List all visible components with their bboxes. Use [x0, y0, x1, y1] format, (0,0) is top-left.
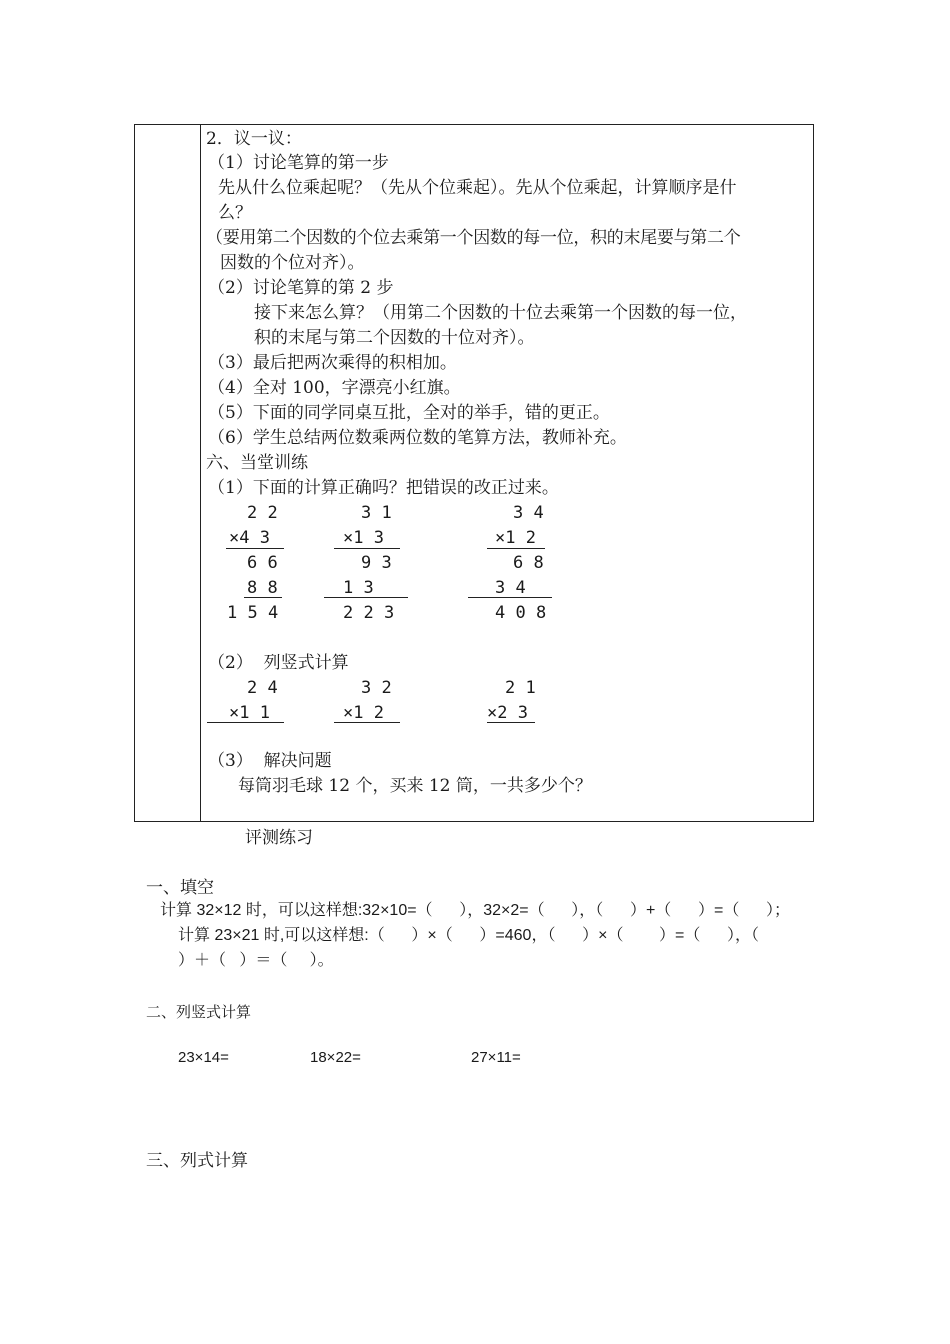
step1-question-line2: 么？ — [218, 203, 252, 223]
q3-text: 每筒羽毛球 12 个，买来 12 筒，一共多少个？ — [238, 776, 592, 796]
part2-item-1: 23×14= — [178, 1049, 229, 1066]
q1-p3-total: 4 0 8 — [495, 603, 547, 623]
q1-p2-partial2: 1 3 — [343, 578, 374, 598]
step5: （5）下面的同学同桌互批，全对的举手，错的更正。 — [208, 403, 610, 423]
q2-p3-multiplier: ×2 3 — [487, 703, 528, 723]
q1-p1-partial1: 6 6 — [247, 553, 278, 573]
step2-line2: 积的末尾与第二个因数的十位对齐）。 — [254, 328, 535, 348]
part2-item-2: 18×22= — [310, 1049, 361, 1066]
q2-p1-multiplier: ×1 1 — [229, 703, 270, 723]
q1-p2-rule-1 — [334, 548, 400, 549]
step1-answer-line1: （要用第二个因数的个位去乘第一个因数的每一位，积的末尾要与第二个 — [206, 228, 741, 248]
q2-p3-multiplicand: 2 1 — [505, 678, 536, 698]
step1-question-line1: 先从什么位乘起呢？（先从个位乘起）。先从个位乘起，计算顺序是什 — [218, 178, 737, 198]
q1-p1-total: 1 5 4 — [227, 603, 279, 623]
step1-answer-line2: 因数的个位对齐）。 — [220, 253, 365, 273]
q1-p2-total: 2 2 3 — [343, 603, 395, 623]
q2-p3-rule — [487, 722, 535, 723]
part1-heading: 一、填空 — [146, 878, 214, 898]
q2-title: （2） 列竖式计算 — [208, 653, 349, 673]
q1-p3-partial1: 6 8 — [513, 553, 544, 573]
step6: （6）学生总结两位数乘两位数的笔算方法，教师补充。 — [208, 428, 627, 448]
practice-heading: 六、当堂训练 — [206, 453, 308, 473]
q1-p2-rule-2 — [324, 597, 408, 598]
q1-p1-multiplicand: 2 2 — [247, 503, 278, 523]
q2-p1-multiplicand: 2 4 — [247, 678, 278, 698]
table-column-divider — [200, 124, 201, 822]
q1-p1-rule-1 — [226, 548, 284, 549]
q1-p2-multiplicand: 3 1 — [361, 503, 392, 523]
q2-p2-rule — [334, 722, 400, 723]
step2-title: （2）讨论笔算的第 2 步 — [208, 278, 394, 298]
q1-p1-multiplier: ×4 3 — [229, 528, 270, 548]
q1-p3-rule-2 — [468, 597, 552, 598]
q1-p3-rule-1 — [487, 548, 545, 549]
step1-title: （1）讨论笔算的第一步 — [208, 153, 389, 173]
q1-p2-partial1: 9 3 — [361, 553, 392, 573]
assessment-title: 评测练习 — [245, 828, 313, 848]
q1-p1-partial2: 8 8 — [247, 578, 278, 598]
q1-p3-multiplier: ×1 2 — [495, 528, 536, 548]
part1-line2: 计算 23×21 时,可以这样想:（ ）×（ ）=460，（ ）×（ ）=（ ），（ — [178, 927, 760, 944]
q1-p2-multiplier: ×1 3 — [343, 528, 384, 548]
q2-p1-rule — [207, 722, 284, 723]
part1-line3: ）＋（ ）＝（ ）。 — [178, 952, 334, 969]
step3: （3）最后把两次乘得的积相加。 — [208, 353, 457, 373]
step2-line1: 接下来怎么算？（用第二个因数的十位去乘第一个因数的每一位， — [254, 303, 747, 323]
discuss-heading: 2．议一议： — [206, 129, 302, 149]
q1-p3-partial2: 3 4 — [495, 578, 526, 598]
q2-p2-multiplier: ×1 2 — [343, 703, 384, 723]
q2-p2-multiplicand: 3 2 — [361, 678, 392, 698]
q1-p3-multiplicand: 3 4 — [513, 503, 544, 523]
q3-title: （3） 解决问题 — [208, 751, 332, 771]
step4: （4）全对 100，字漂亮小红旗。 — [208, 378, 461, 398]
q1-title: （1）下面的计算正确吗？把错误的改正过来。 — [208, 478, 559, 498]
part2-item-3: 27×11= — [471, 1049, 521, 1066]
q1-p1-rule-2 — [244, 597, 282, 598]
part2-heading: 二、列竖式计算 — [146, 1003, 252, 1021]
part1-line1: 计算 32×12 时，可以这样想:32×10=（ ），32×2=（ ），（ ）+（ ）=（ ）； — [160, 902, 790, 919]
part3-heading: 三、列式计算 — [146, 1151, 248, 1171]
